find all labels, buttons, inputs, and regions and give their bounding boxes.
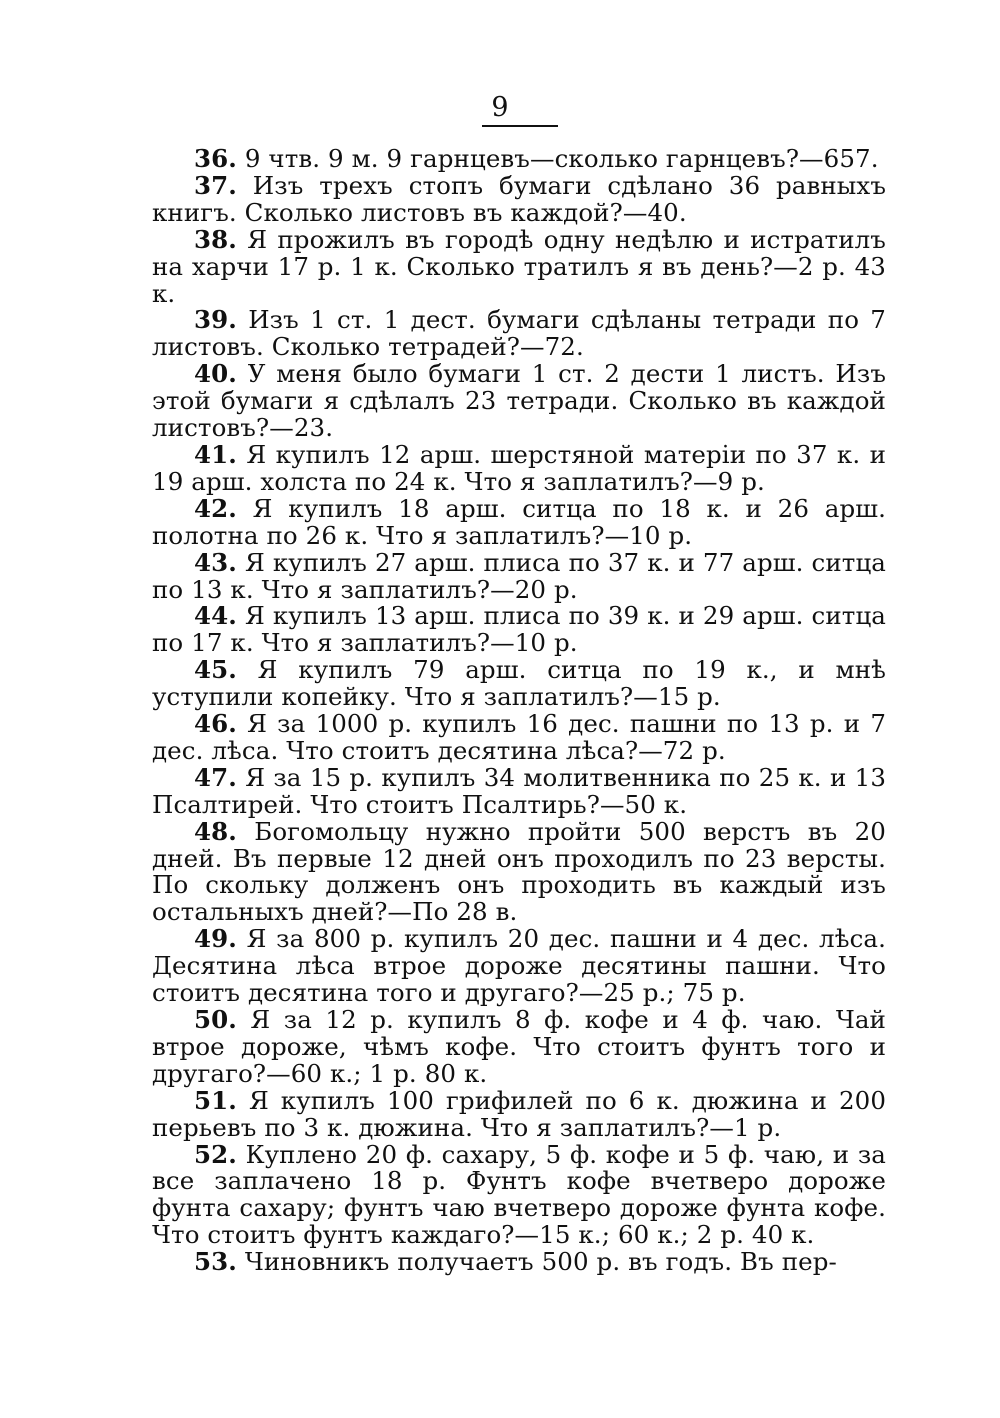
problem-number: 36. [194, 144, 237, 173]
problem-number: 38. [194, 224, 237, 254]
problem-item [152, 603, 886, 657]
problem-number: 46. [194, 709, 237, 739]
problem-number: 45. [194, 655, 237, 685]
problem-text: Я купилъ 13 арш. плиса по 39 к. и 29 арш. ситца по 17 к. Что я заплатилъ?—10 р. [152, 601, 887, 658]
problem-number: 42. [194, 493, 237, 523]
problem-number: 41. [194, 439, 237, 469]
problem-number: 39. [194, 305, 237, 335]
problem-text: Я прожилъ въ городѣ одну недѣлю и истратилъ на харчи 17 р. 1 к. Сколько тратилъ я въ день?—2 р. 43 к. [152, 224, 886, 308]
problem-item [152, 224, 886, 308]
page-number: 9 [491, 92, 509, 123]
problem-item [152, 146, 886, 173]
problem-item [152, 170, 887, 227]
problem-number: 50. [194, 1005, 237, 1034]
problem-item [152, 816, 886, 927]
problem-number: 37. [194, 170, 237, 200]
problem-item [152, 1085, 887, 1142]
problem-text: Я за 1000 р. купилъ 16 дес. пашни по 13 р. и 7 дес. лѣса. Что стоитъ десятина лѣса?—72 р. [152, 709, 887, 765]
problem-number: 43. [194, 547, 237, 577]
problem-text: Я купилъ 79 арш. ситца по 19 к., и мнѣ уступили копейку. Что я заплатилъ?—15 р. [152, 655, 886, 712]
problem-text: Я за 800 р. купилъ 20 дес. пашни и 4 дес. лѣса. Десятина лѣса втрое дороже десятины пашни. Что стоитъ десятина того и другаго?—25 р.; 75 р. [152, 924, 887, 1008]
problem-item [152, 1007, 886, 1088]
problem-item [152, 711, 886, 765]
problem-item [152, 439, 887, 496]
problem-text: Я за 12 р. купилъ 8 ф. кофе и 4 ф. чаю. Чай втрое дороже, чѣмъ кофе. Что стоитъ фунтъ того и другаго?—60 к.; 1 р. 80 к. [152, 1005, 886, 1088]
problem-item [152, 1249, 886, 1276]
problem-list [152, 146, 886, 1276]
problem-text: Я купилъ 18 арш. ситца по 18 к. и 26 арш. полотна по 26 к. Что я заплатилъ?—10 р. [152, 493, 887, 550]
problem-text: У меня было бумаги 1 ст. 2 дести 1 листъ. Изъ этой бумаги я сдѣлалъ 23 тетради. Сколько въ каждой листовъ?—23. [152, 359, 887, 443]
problem-text: Я за 15 р. купилъ 34 молитвенника по 25 к. и 13 Псалтирей. Что стоитъ Псалтирь?—50 к. [152, 762, 887, 819]
problem-item [152, 547, 887, 604]
problem-number: 48. [194, 816, 237, 846]
problem-number: 51. [194, 1085, 237, 1115]
problem-text: Я купилъ 12 арш. шерстяной матеріи по 37 к. и 19 арш. холста по 24 к. Что я заплатилъ?—9 р. [152, 439, 887, 496]
problem-item [152, 657, 886, 711]
problem-text: Я купилъ 27 арш. плиса по 37 к. и 77 арш. ситца по 13 к. Что я заплатилъ?—20 р. [152, 547, 887, 604]
problem-item [152, 762, 887, 819]
problem-number: 53. [194, 1247, 237, 1277]
problem-item [152, 1139, 886, 1250]
problem-item [152, 361, 886, 442]
problem-number: 47. [194, 762, 237, 792]
problem-item [152, 493, 887, 550]
problem-item [152, 307, 886, 361]
problem-text: Богомольцу нужно пройти 500 верстъ въ 20 дней. Въ первые 12 дней онъ проходилъ по 23 версты. По скольку долженъ онъ проходить въ каждый изъ остальныхъ дней?—По 28 в. [152, 816, 886, 927]
problem-item [152, 926, 886, 1007]
problem-number: 40. [194, 359, 237, 389]
problem-text: Чиновникъ получаетъ 500 р. въ годъ. Въ пер- [244, 1247, 837, 1277]
problem-number: 49. [194, 924, 237, 954]
problem-text: 9 чтв. 9 м. 9 гарнцевъ—сколько гарнцевъ?—657. [244, 144, 879, 173]
problem-text: Я купилъ 100 грифилей по 6 к. дюжина и 200 перьевъ по 3 к. дюжина. Что я заплатилъ?—1 р. [152, 1085, 887, 1142]
problem-text: Изъ трехъ стопъ бумаги сдѣлано 36 равныхъ книгъ. Сколько листовъ въ каждой?—40. [152, 170, 887, 227]
problem-text: Изъ 1 ст. 1 дест. бумаги сдѣланы тетради по 7 листовъ. Сколько тетрадей?—72. [152, 305, 886, 362]
problem-number: 52. [194, 1139, 237, 1169]
page-number-underline [482, 125, 558, 127]
problem-number: 44. [194, 601, 237, 631]
problem-text: Куплено 20 ф. сахару, 5 ф. кофе и 5 ф. чаю, и за все заплачено 18 р. Фунтъ кофе вчетверо дороже фунта сахару; фунтъ чаю вчетверо дороже фунта кофе. Что стоитъ фунтъ каждаго?—15 к.; 60 к.; 2 р. 40 к. [152, 1139, 886, 1250]
